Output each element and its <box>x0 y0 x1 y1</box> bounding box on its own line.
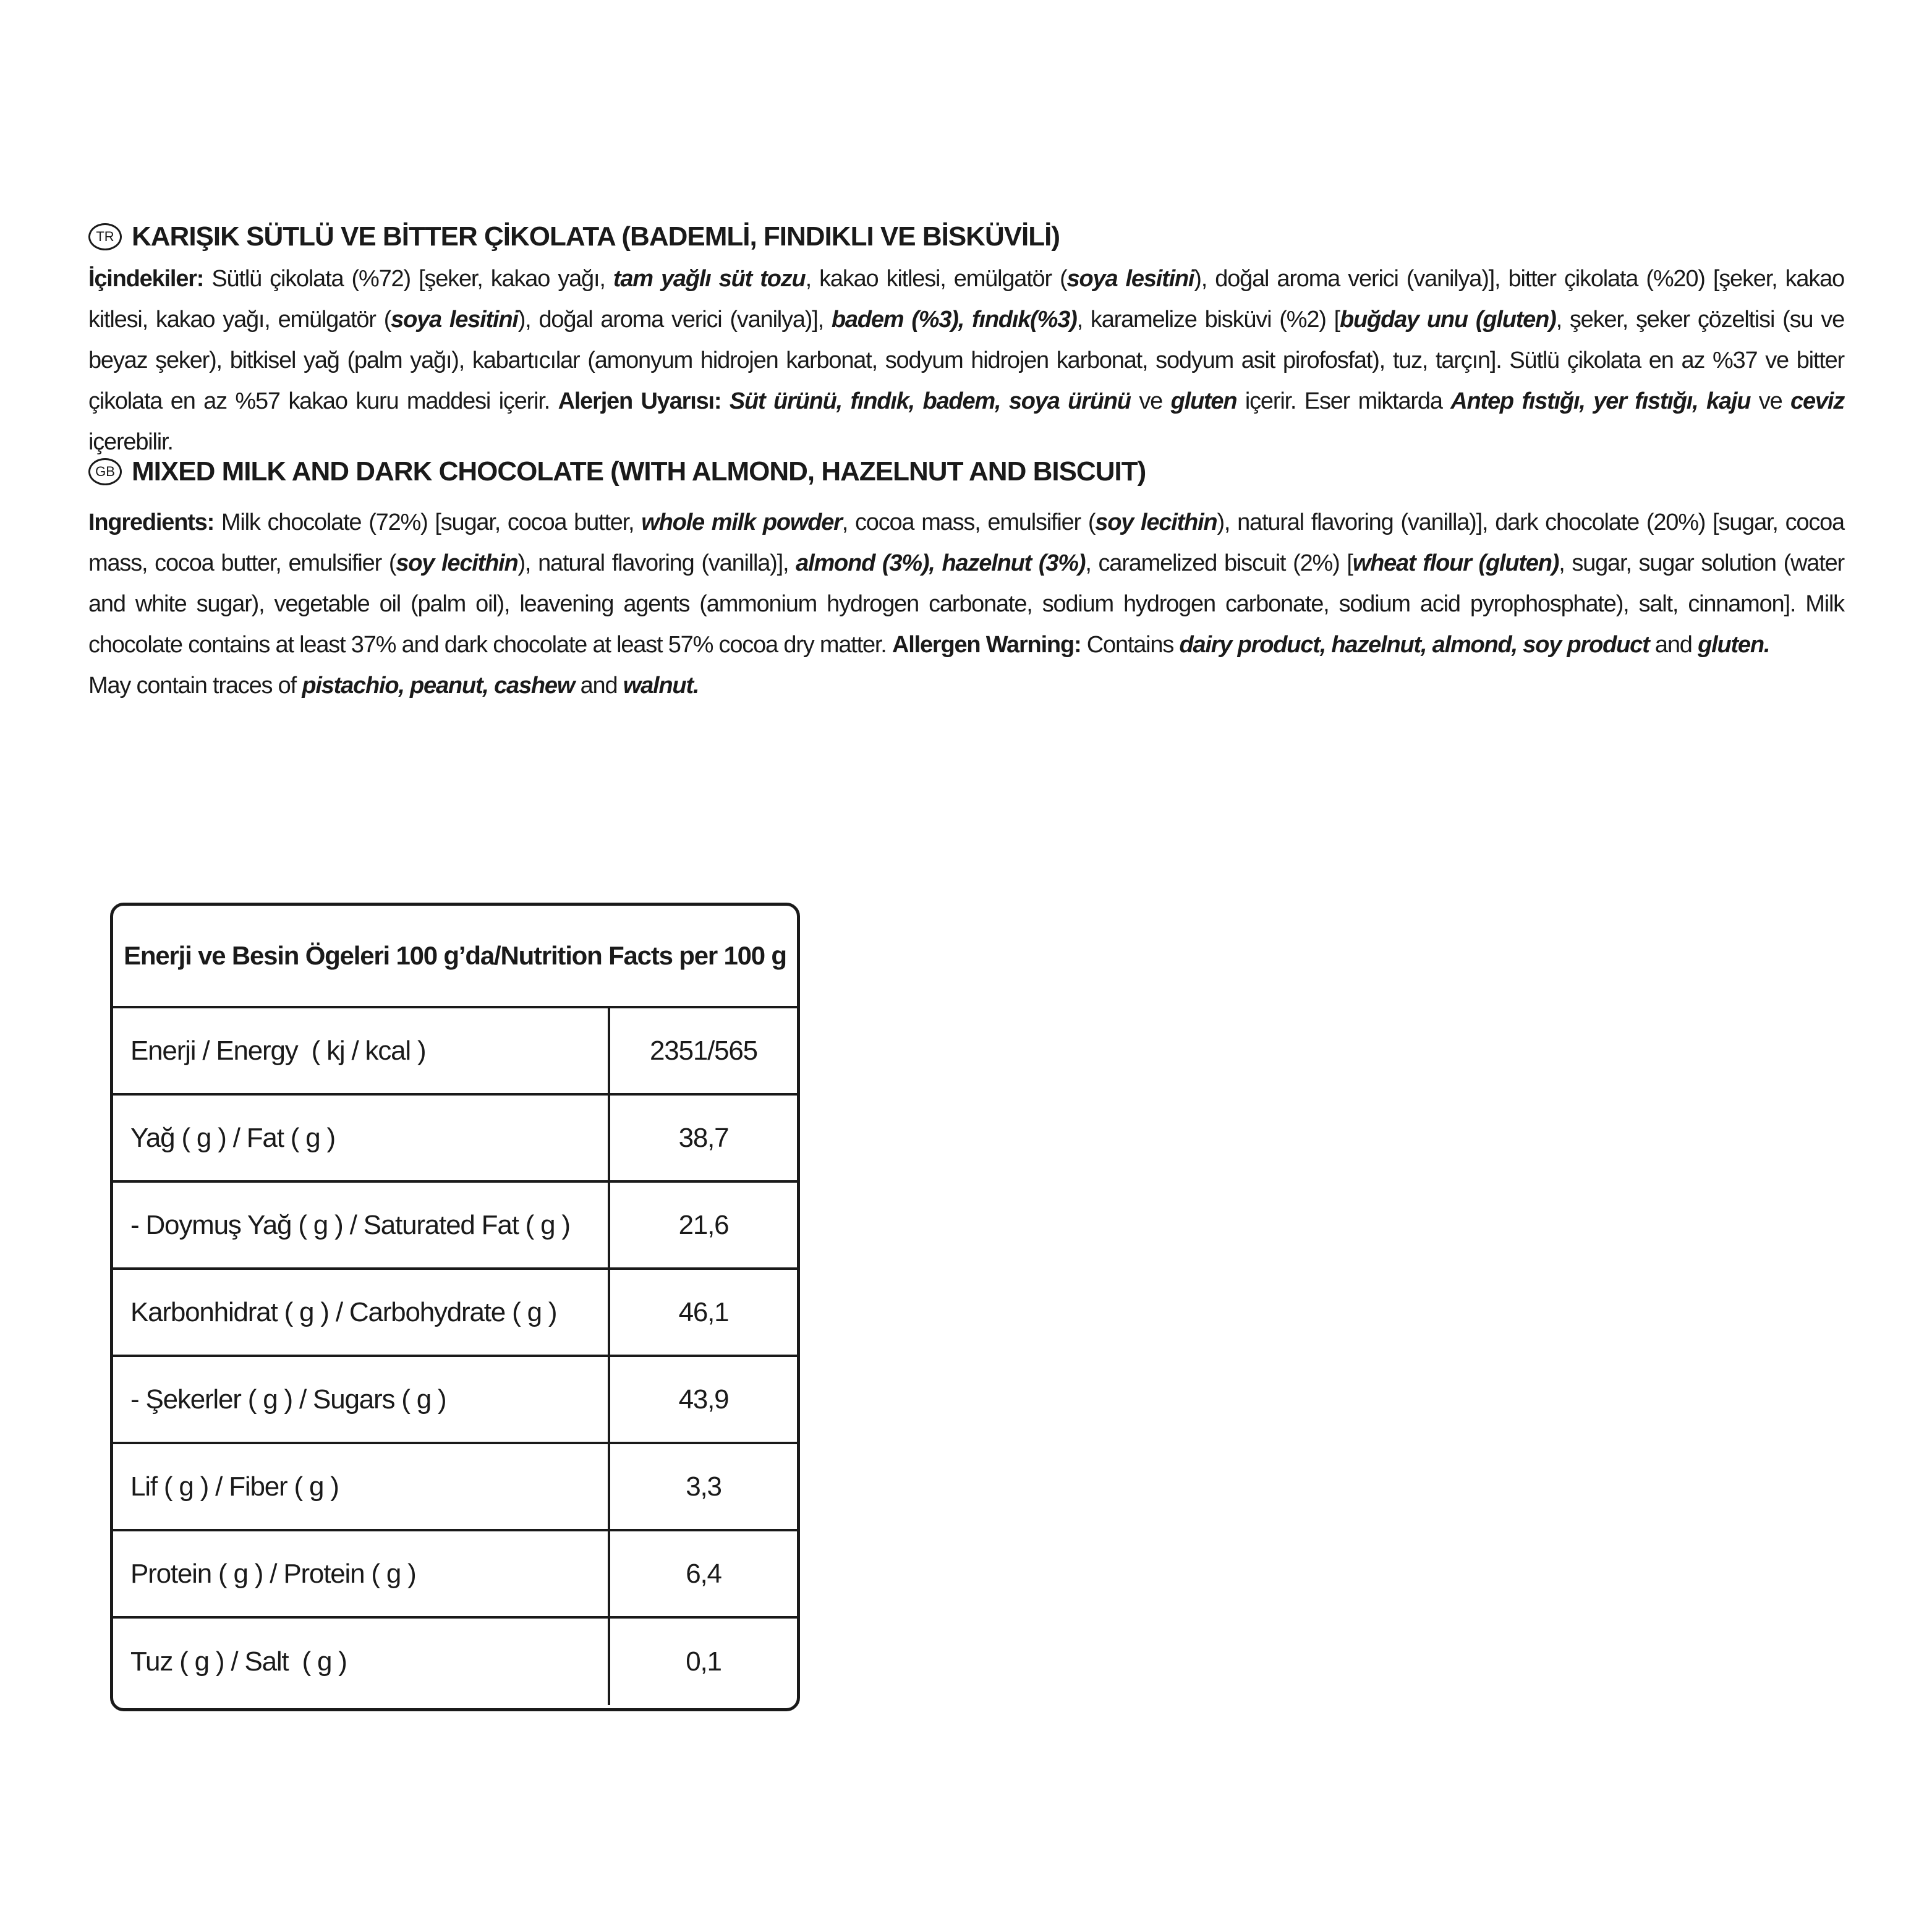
ingredients-label: İçindekiler: <box>88 266 204 292</box>
nutrition-facts-table <box>110 903 800 1711</box>
table-row <box>113 1357 797 1444</box>
nutrition-table-title: Enerji ve Besin Ögeleri 100 g’da/Nutrition Facts per 100 g <box>113 906 797 1008</box>
english-heading <box>88 450 1844 493</box>
table-row <box>113 1444 797 1531</box>
nutrient-label: Yağ ( g ) / Fat ( g ) <box>113 1096 610 1180</box>
nutrient-value: 6,4 <box>686 1558 721 1589</box>
may-contain-line: May contain traces of pistachio, peanut, cashew and walnut. <box>88 673 699 699</box>
nutrient-label: Protein ( g ) / Protein ( g ) <box>113 1531 610 1616</box>
english-ingredients: Ingredients: Milk chocolate (72%) [sugar, cocoa butter, whole milk powder, cocoa mass, emulsifier (soy lecithin), natural flavoring (vanilla)], dark chocolate (20%) [sugar, cocoa mass, cocoa butter, emulsifier (soy lecithin), natural flavoring (vanilla)], almond (3%), hazelnut (3%), caramelized biscuit (2%) [wheat flour (gluten), sugar, sugar solution (water and white sugar), vegetable oil (palm oil), leavening agents (ammonium hydrogen carbonate, sodium hydrogen carbonate, sodium acid pyrophosphate), salt, cinnamon]. Milk chocolate contains at least 37% and dark chocolate at least 57% cocoa dry matter. Allergen Warning: Contains dairy product, hazelnut, almond, soy product and gluten. May contain traces of pistachio, peanut, cashew and walnut. <box>88 502 1844 706</box>
nutrient-value: 21,6 <box>678 1209 729 1240</box>
table-row <box>113 1096 797 1183</box>
nutrient-value: 43,9 <box>678 1384 729 1415</box>
ingredients-label: Ingredients: <box>88 509 215 535</box>
nutrient-label: - Doymuş Yağ ( g ) / Saturated Fat ( g ) <box>113 1183 610 1267</box>
turkish-ingredients: İçindekiler: Sütlü çikolata (%72) [şeker, kakao yağı, tam yağlı süt tozu, kakao kitlesi, emülgatör (soya lesitini), doğal aroma verici (vanilya)], bitter çikolata (%20) [şeker, kakao kitlesi, kakao yağı, emülgatör (soya lesitini), doğal aroma verici (vanilya)], badem (%3), fındık(%3), karamelize bisküvi (%2) [buğday unu (gluten), şeker, şeker çözeltisi (su ve beyaz şeker), bitkisel yağ (palm yağı), kabartıcılar (amonyum hidrojen karbonat, sodyum hidrojen karbonat, sodyum asit pirofosfat), tuz, tarçın]. Sütlü çikolata en az %37 ve bitter çikolata en az %57 kakao kuru maddesi içerir. Alerjen Uyarısı: Süt ürünü, fındık, badem, soya ürünü ve gluten içerir. Eser miktarda Antep fıstığı, yer fıstığı, kaju ve ceviz içerebilir. <box>88 266 1845 455</box>
nutrient-value: 3,3 <box>686 1471 721 1502</box>
table-row <box>113 1008 797 1096</box>
nutrient-label: Tuz ( g ) / Salt ( g ) <box>113 1619 610 1705</box>
nutrient-value: 2351/565 <box>650 1035 757 1066</box>
turkish-heading <box>88 215 1844 258</box>
allergen-label: Alerjen Uyarısı: <box>558 388 721 414</box>
table-row <box>113 1183 797 1270</box>
nutrient-label: Enerji / Energy ( kj / kcal ) <box>113 1008 610 1093</box>
gb-language-badge: GB <box>88 458 122 485</box>
nutrient-value: 38,7 <box>678 1122 729 1153</box>
table-row <box>113 1531 797 1619</box>
turkish-title: KARIŞIK SÜTLÜ VE BİTTER ÇİKOLATA (BADEMLİ, FINDIKLI VE BİSKÜVİLİ) <box>132 221 1060 252</box>
turkish-section <box>88 215 1844 462</box>
nutrient-label: Lif ( g ) / Fiber ( g ) <box>113 1444 610 1529</box>
tr-language-badge: TR <box>88 223 122 250</box>
nutrient-value: 46,1 <box>678 1296 729 1327</box>
nutrient-label: Karbonhidrat ( g ) / Carbohydrate ( g ) <box>113 1270 610 1355</box>
allergen-label: Allergen Warning: <box>892 632 1081 658</box>
table-row <box>113 1619 797 1705</box>
nutrient-label: - Şekerler ( g ) / Sugars ( g ) <box>113 1357 610 1442</box>
english-section <box>88 450 1844 706</box>
english-title: MIXED MILK AND DARK CHOCOLATE (WITH ALMOND, HAZELNUT AND BISCUIT) <box>132 456 1146 487</box>
table-row <box>113 1270 797 1357</box>
nutrient-value: 0,1 <box>686 1646 721 1677</box>
